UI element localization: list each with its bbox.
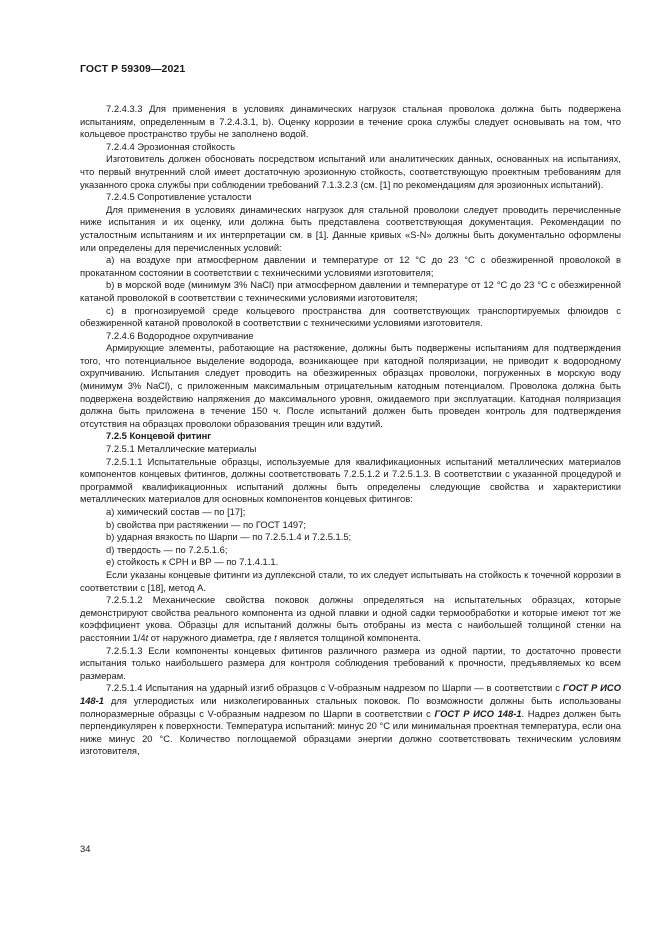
text-run: от наружного диаметра, где (148, 631, 275, 643)
paragraph: Если указаны концевые фитинги из дуплексной стали, то их следует испытывать на стойкость к точечной коррозии в соответствии с [18], метод А. (80, 568, 621, 593)
paragraph: Армирующие элементы, работающие на растяжение, должны быть подвержены испытаниям для подтверждения того, что потенциальное выделение водорода, возникающее при катодной поляризации, не приводит к водородному охрупчиванию. Испытания следует проводить на обезжиренных образцах проволоки, погруженных в морскую воду (минимум 3% NaCl), с приложенным максимальным отрицательным катодным потенциалом. Проволока должна быть подвержена воздействию напряжения до максимального уровня, ожидаемого при эксплуатации. Катодная поляризация должна быть приложена в течение 150 ч. После испытаний должен быть проведен контроль для подтверждения отсутствия на образцах проволоки образования трещин или вздутий. (80, 342, 621, 429)
list-item: c) в прогнозируемой среде кольцевого пространства для соответствующих транспортируемых флюидов с обезжиренной катаной проволокой в соответствии с техническими условиями изготовителя. (80, 304, 621, 329)
standard-reference: ГОСТ Р ИСО 148-1 (434, 707, 522, 719)
list-item: b) свойства при растяжении — по ГОСТ 1497; (106, 518, 306, 530)
subsection-heading: 7.2.4.4 Эрозионная стойкость (106, 140, 235, 152)
subsection-heading: 7.2.4.6 Водородное охрупчивание (106, 329, 254, 341)
text-run: t (274, 631, 277, 643)
text-run: 7.2.5.1.4 Испытания на ударный изгиб образцов с V-образным надрезом по Шарпи — в соответствии с (106, 682, 563, 694)
paragraph: 7.2.4.3.3 Для применения в условиях динамических нагрузок стальная проволока должна быть подвержена испытаниям, определенным в 7.2.4.3.1, b). Оценку коррозии в течение срока службы следует основывать на том, что кольцевое пространство трубы не заполнено водой. (80, 103, 621, 140)
list-item: e) стойкость к СРН и ВР — по 7.1.4.1.1. (106, 556, 279, 568)
text-run: является толщиной компонента. (276, 631, 421, 643)
text-run: . Надрез должен быть перпендикулярен к поверхности. Температура испытаний: минус 20 °C или минимальная проектная температура, если она ниже минус 20 °C. Количество поглощаемой образцами энергии должно соответствовать техническим условиям изготовителя, (80, 707, 621, 757)
section-heading: 7.2.5 Концевой фитинг (106, 430, 212, 442)
text-run: 7.2.5.1.2 Механические свойства поковок должны определяться на испытательных образцах, которые демонстрируют свойства реального компонента из одной плавки и одной садки термообработки и которые имеют тот же коэффициент укова. Образцы для испытаний должны быть отобраны из места с наибольшей толщиной стенки на расстоянии 1/4 (80, 594, 621, 643)
list-item: a) на воздухе при атмосферном давлении и температуре от 12 °C до 23 °C с обезжиренной проволокой в прокатанном состоянии в соответствии с техническими условиями изготовителя; (80, 254, 621, 278)
paragraph: Изготовитель должен обосновать посредством испытаний или аналитических данных, основанных на испытаниях, что первый внутренний слой имеет достаточную эрозионную стойкость, соответствующую проектным требованиям для указанного срока службы при соблюдении требований 7.1.3.2.3 (см. [1] по рекомендациям для эрозионных испытаний). (80, 153, 621, 190)
paragraph (80, 594, 621, 644)
list-item: b) в морской воде (минимум 3% NaCl) при атмосферном давлении и температуре от 12 °C до 23 °C с обезжиренной катаной проволокой в соответствии с техническими условиями изготовителя; (80, 279, 621, 303)
document-body (80, 103, 621, 758)
subsection-heading: 7.2.5.1 Металлические материалы (106, 443, 257, 455)
paragraph: 7.2.5.1.3 Если компоненты концевых фитингов различного размера из одной партии, то достаточно провести испытания только наибольшего размера для контроля соблюдения требований к прочности, предъявляемых ко всем размерам. (80, 644, 621, 681)
document-header: ГОСТ Р 59309—2021 (80, 63, 186, 75)
subsection-heading: 7.2.4.5 Сопротивление усталости (106, 191, 252, 203)
standard-reference: ГОСТ Р ИСО 148-1 (80, 682, 621, 706)
paragraph (80, 682, 621, 758)
paragraph: Для применения в условиях динамических нагрузок для стальной проволоки следует проводить перечисленные ниже испытания и их оценку, или должна быть представлена соответствующая документация. Рекомендации по усталостным испытаниям и их интерпретации см. в [1]. Данные кривых «S-N» должны быть документально оформлены или определены для перечисленных условий: (80, 203, 621, 253)
list-item: b) ударная вязкость по Шарпи — по 7.2.5.1.4 и 7.2.5.1.5; (106, 531, 352, 543)
page-number: 34 (80, 843, 91, 854)
text-run: для углеродистых или низколегированных стальных поковок. По возможности должны быть использованы полноразмерные образцы с V-образным надрезом по Шарпи в соответствии с (80, 694, 621, 719)
paragraph: 7.2.5.1.1 Испытательные образцы, используемые для квалификационных испытаний металлических материалов компонентов концевых фитингов, должны соответствовать 7.2.5.1.2 и 7.2.5.1.3. В соответствии с указанной процедурой и программой квалификационных испытаний должны быть определены следующие свойства и характеристики металлических материалов для основных компонентов концевых фитингов: (80, 455, 621, 505)
list-item: a) химический состав — по [17]; (106, 506, 246, 517)
text-run: t (145, 631, 149, 643)
list-item: d) твердость — по 7.2.5.1.6; (106, 543, 228, 555)
